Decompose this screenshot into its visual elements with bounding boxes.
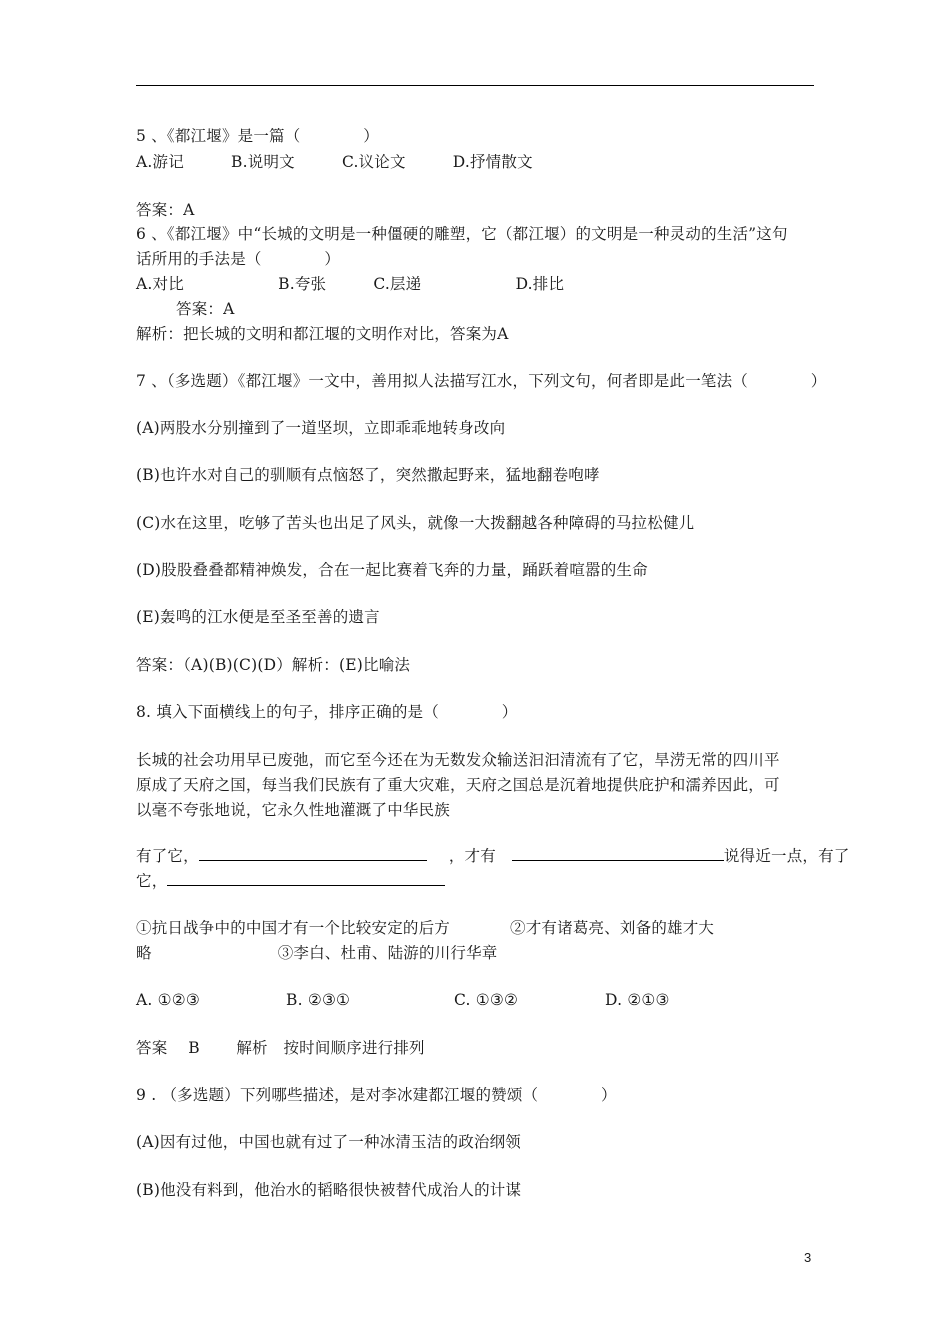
q8-item-2-cont: 略 (136, 944, 152, 962)
q5-options: A.游记 B.说明文 C.议论文 D.抒情散文 (136, 153, 533, 171)
q6-answer: 答案：A (176, 300, 235, 318)
q7-option-c: (C)水在这里，吃够了苦头也出足了风头，就像一大拨翻越各种障碍的马拉松健儿 (136, 514, 695, 532)
q7-option-d: (D)股股叠叠都精神焕发，合在一起比赛着飞奔的力量，踊跃着喧嚣的生命 (136, 561, 648, 579)
q8-fill-mid: ，才有 (448, 847, 496, 865)
q8-blank-2 (512, 846, 724, 861)
q8-passage-line2: 原成了天府之国，每当我们民族有了重大灾难，天府之国总是沉着地提供庇护和濡养因此，可 (136, 776, 780, 794)
q6-stem-line1: 6 、《都江堰》中“长城的文明是一种僵硬的雕塑，它（都江堰）的文明是一种灵动的生活”这句 (136, 225, 788, 243)
q8-fill-prefix: 有了它， (136, 847, 199, 865)
q7-stem: 7 、（多选题）《都江堰》一文中，善用拟人法描写江水，下列文句，何者即是此一笔法（ ） (136, 372, 827, 390)
q7-option-b: (B)也许水对自己的驯顺有点恼怒了，突然撒起野来，猛地翻卷咆哮 (136, 466, 600, 484)
q5-answer: 答案：A (136, 201, 195, 219)
q8-fill-prefix2: 它， (136, 872, 168, 890)
q8-fill-line2 (136, 871, 445, 891)
q9-stem: 9 . （多选题）下列哪些描述，是对李冰建都江堰的赞颂（ ） (136, 1086, 617, 1104)
q8-passage-line3: 以毫不夸张地说，它永久性地灌溉了中华民族 (136, 801, 451, 819)
q7-option-a: (A)两股水分别撞到了一道坚坝，立即乖乖地转身改向 (136, 419, 506, 437)
q7-answer: 答案：（A)(B)(C)(D）解析：(E)比喻法 (136, 656, 411, 674)
q8-items-line1 (136, 918, 714, 938)
q8-option-b: B. ②③① (286, 991, 351, 1009)
q8-blank-1 (199, 846, 427, 861)
q8-stem: 8. 填入下面横线上的句子，排序正确的是（ ） (136, 703, 518, 721)
q7-option-e: (E)轰鸣的江水便是至圣至善的遗言 (136, 608, 380, 626)
q6-options: A.对比 B.夸张 C.层递 D.排比 (136, 275, 565, 293)
q8-fill-suffix: 说得近一点，有了 (723, 847, 850, 865)
q8-item-2: ②才有诸葛亮、刘备的雄才大 (510, 919, 715, 937)
q8-answer: 答案 B 解析 按时间顺序进行排列 (136, 1039, 425, 1057)
q8-fill-line1 (136, 846, 850, 866)
q8-items-line2 (136, 943, 498, 963)
q8-option-c: C. ①③② (454, 991, 519, 1009)
q8-passage-line1: 长城的社会功用早已废弛，而它至今还在为无数发众输送汩汩清流有了它，旱涝无常的四川平 (136, 751, 780, 769)
q6-stem-line2: 话所用的手法是（ ） (136, 250, 341, 268)
q8-option-d: D. ②①③ (605, 991, 670, 1009)
q9-option-b: (B)他没有料到，他治水的韬略很快被替代成治人的计谋 (136, 1181, 522, 1199)
q8-item-1: ①抗日战争中的中国才有一个比较安定的后方 (136, 919, 451, 937)
q8-item-3: ③李白、杜甫、陆游的川行华章 (277, 944, 498, 962)
q9-option-a: (A)因有过他，中国也就有过了一种冰清玉洁的政治纲领 (136, 1133, 521, 1151)
page-number: 3 (804, 1250, 812, 1265)
q8-option-a: A. ①②③ (136, 991, 200, 1009)
q8-blank-3 (167, 871, 445, 886)
header-rule (136, 85, 814, 86)
q5-stem: 5 、《都江堰》是一篇（ ） (136, 127, 379, 145)
q6-analysis: 解析：把长城的文明和都江堰的文明作对比，答案为A (136, 325, 509, 343)
